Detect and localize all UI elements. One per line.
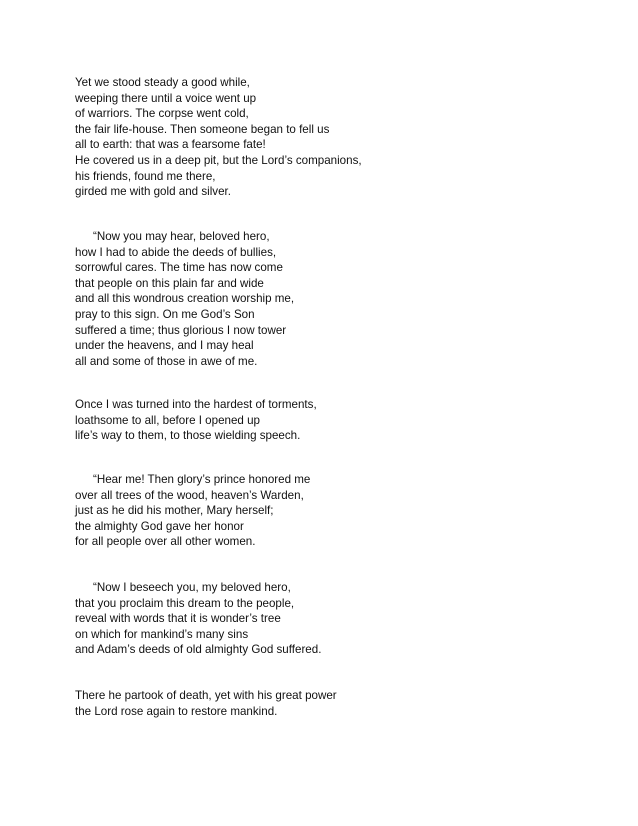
poem-line: the almighty God gave her honor	[75, 519, 244, 533]
poem-line: pray to this sign. On me God’s Son	[75, 307, 255, 321]
poem-line: “Hear me! Then glory’s prince honored me	[93, 473, 311, 486]
poem-line: He covered us in a deep pit, but the Lord’s companions,	[75, 153, 362, 167]
poem-line: just as he did his mother, Mary herself;	[75, 504, 274, 518]
poem-line: “Now you may hear, beloved hero,	[93, 230, 270, 243]
poem-line: life’s way to them, to those wielding speech.	[75, 429, 301, 443]
poem-line: loathsome to all, before I opened up	[75, 413, 260, 427]
stanza	[75, 472, 310, 550]
poem-line: There he partook of death, yet with his great power	[75, 689, 337, 702]
poem-line: of warriors. The corpse went cold,	[75, 107, 249, 121]
poem-line: the Lord rose again to restore mankind.	[75, 704, 278, 718]
poem-line: on which for mankind’s many sins	[75, 627, 249, 641]
poem-line: and Adam’s deeds of old almighty God suffered.	[75, 643, 322, 657]
poem-line: and all this wondrous creation worship me,	[75, 292, 295, 306]
poem-line: sorrowful cares. The time has now come	[75, 261, 283, 275]
poem-line: that people on this plain far and wide	[75, 276, 264, 290]
poem-line: that you proclaim this dream to the people,	[75, 596, 295, 610]
stanza	[75, 75, 362, 200]
stanza	[75, 397, 317, 444]
poem-line: girded me with gold and silver.	[75, 185, 231, 199]
poem-line: Yet we stood steady a good while,	[75, 76, 250, 89]
poem-line: all to earth: that was a fearsome fate!	[75, 138, 266, 152]
stanza	[75, 688, 337, 719]
poem-line: all and some of those in awe of me.	[75, 354, 258, 368]
poem-line: suffered a time; thus glorious I now tower	[75, 323, 287, 337]
poem-line: his friends, found me there,	[75, 169, 216, 183]
poem-line: how I had to abide the deeds of bullies,	[75, 245, 277, 259]
poem-line: for all people over all other women.	[75, 535, 256, 549]
poem-line: Once I was turned into the hardest of torments,	[75, 398, 317, 411]
stanza	[75, 580, 321, 658]
poem-line: reveal with words that it is wonder’s tree	[75, 612, 281, 626]
poem-line: the fair life-house. Then someone began to fell us	[75, 122, 330, 136]
poem-line: “Now I beseech you, my beloved hero,	[93, 581, 291, 594]
poem-line: over all trees of the wood, heaven’s Warden,	[75, 488, 304, 502]
stanza	[75, 229, 294, 369]
poem-line: weeping there until a voice went up	[75, 91, 257, 105]
poem-line: under the heavens, and I may heal	[75, 339, 254, 353]
